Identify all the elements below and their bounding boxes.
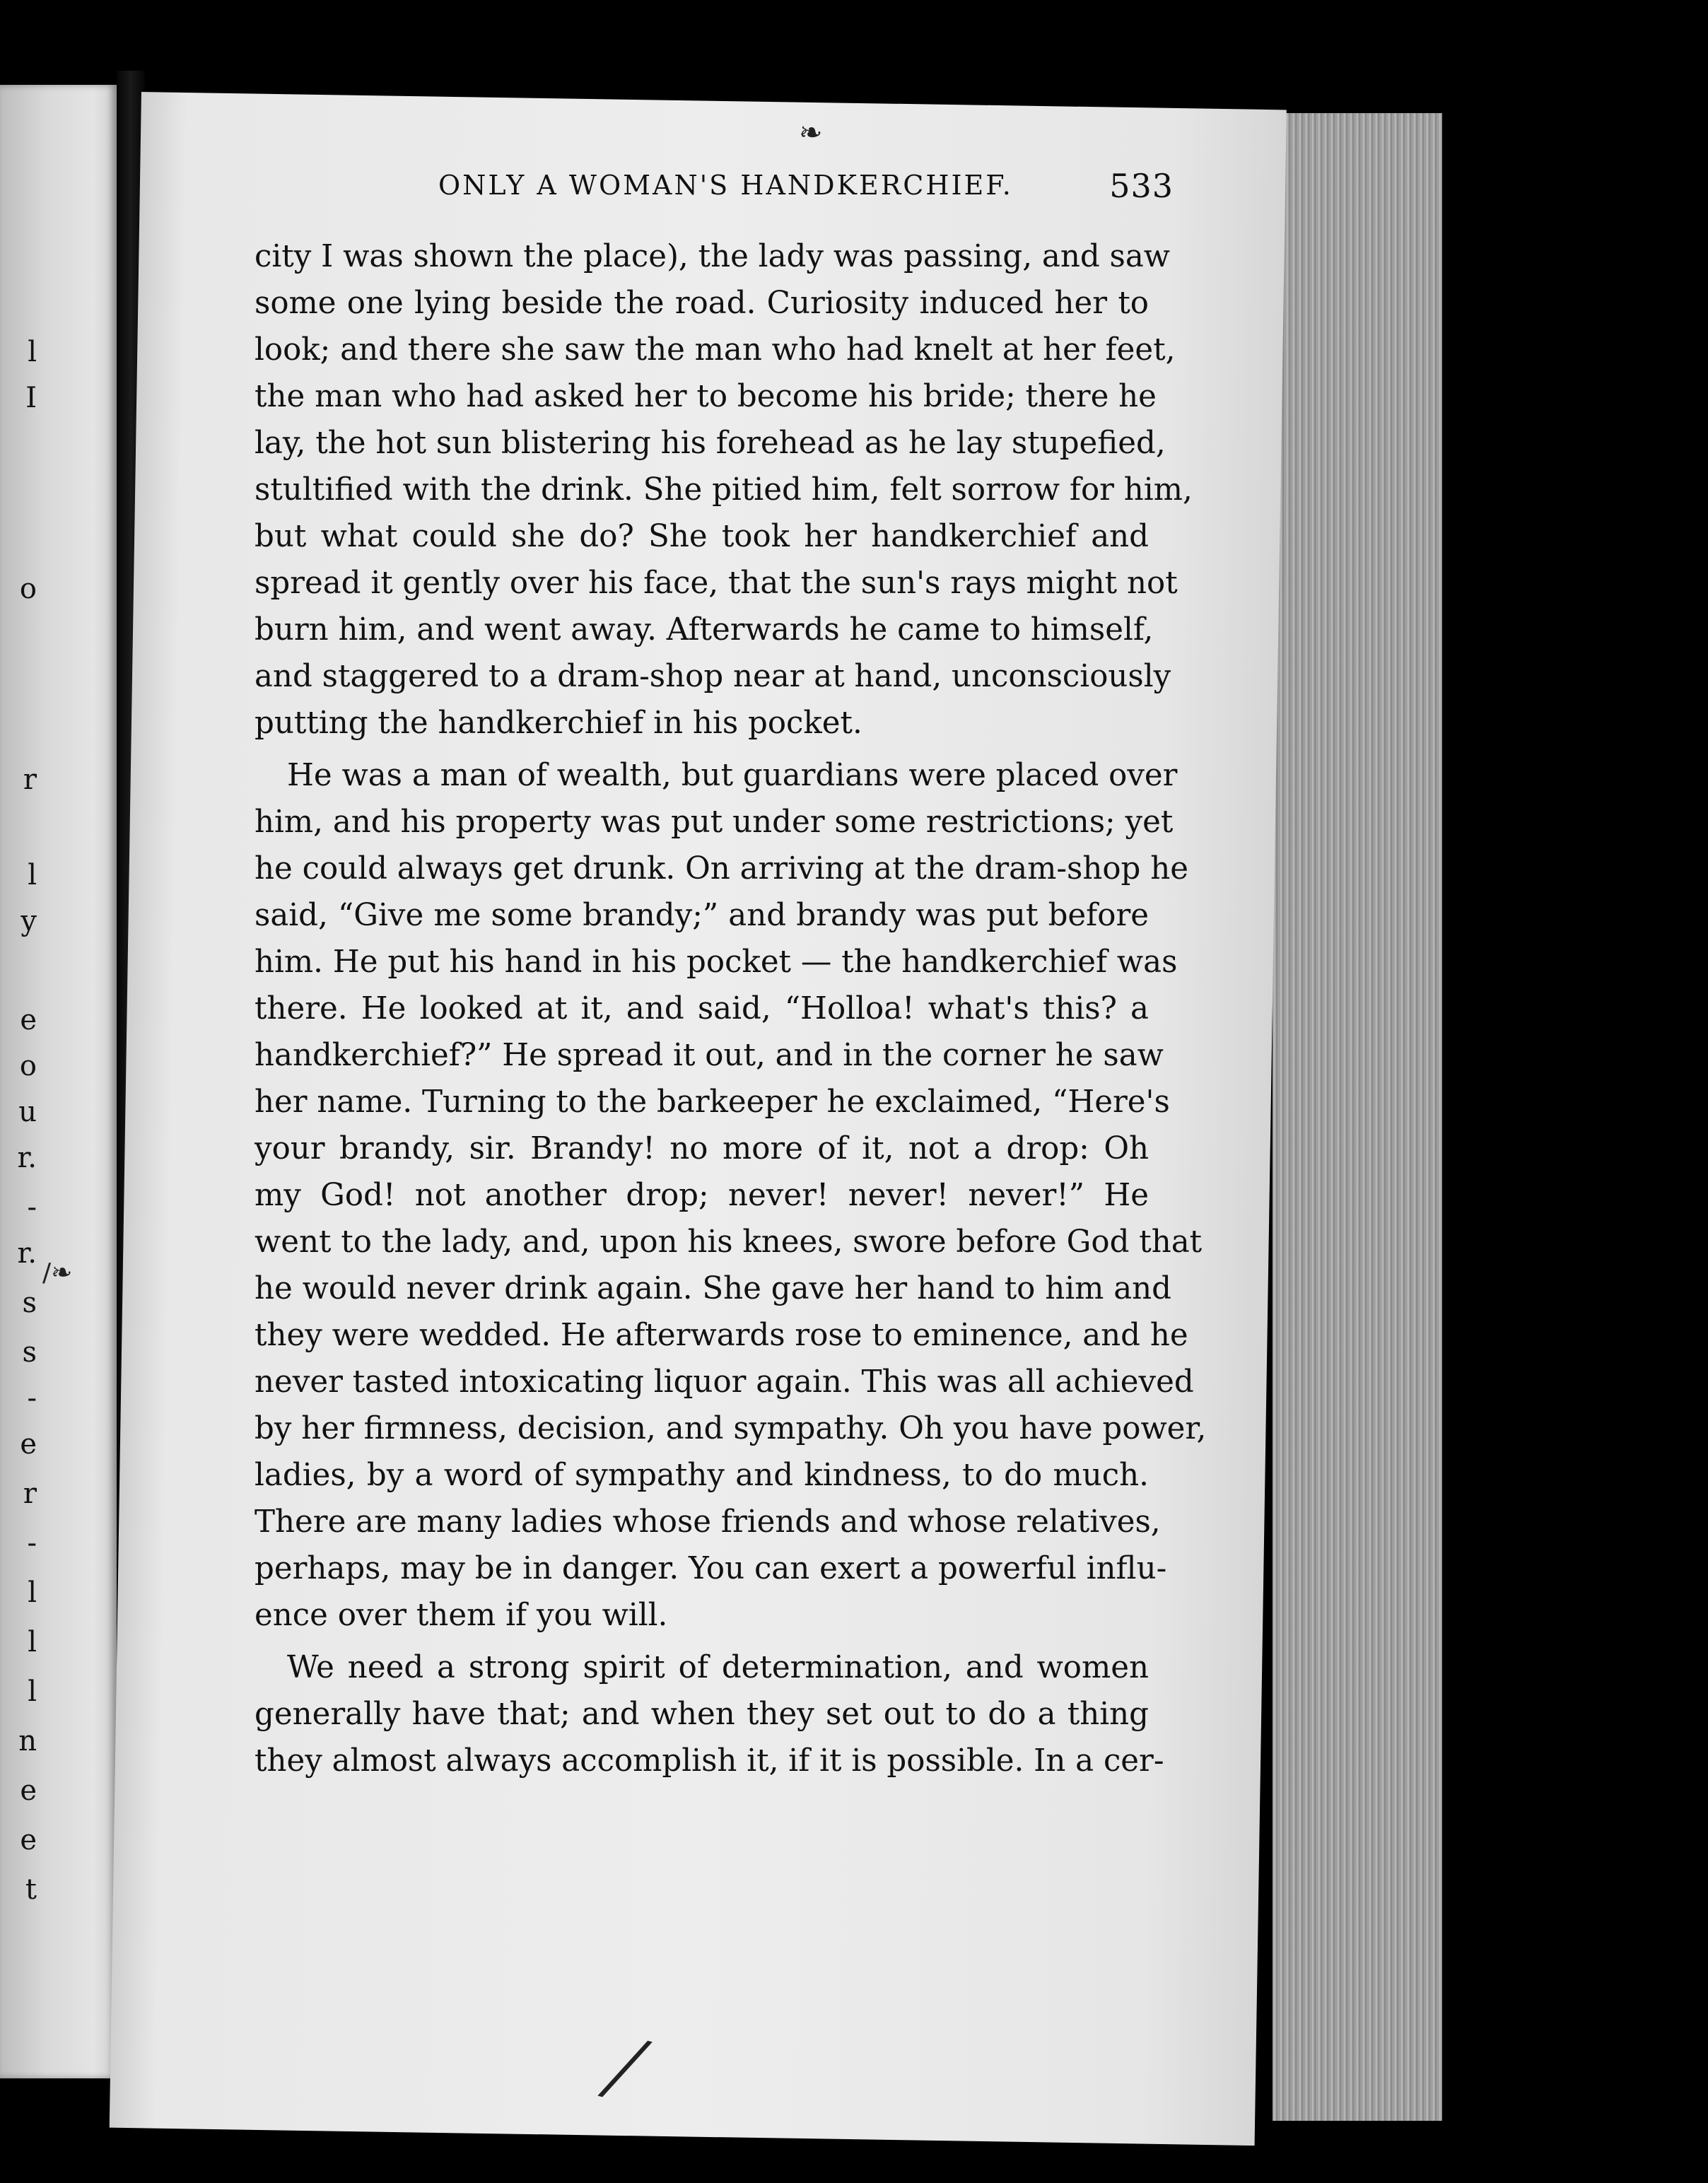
text-line: He was a man of wealth, but guardians were placed over (287, 758, 1178, 793)
fragment: l (28, 1576, 37, 1609)
fragment: t (25, 1873, 37, 1906)
fragment: l (28, 336, 37, 368)
scan-mark: ╱ (599, 2032, 650, 2105)
fragment: e (20, 1824, 37, 1856)
text-line: We need a strong spirit of determination, and women (287, 1650, 1149, 1685)
text-line: perhaps, may be in danger. You can exert a powerful influ- (255, 1551, 1167, 1586)
fragment: - (27, 1382, 37, 1415)
fragment: e (20, 1428, 37, 1461)
text-line: went to the lady, and, upon his knees, swore before God that (255, 1224, 1203, 1260)
text-line: city I was shown the place), the lady was passing, and saw (255, 239, 1171, 274)
text-line: by her firmness, decision, and sympathy. Oh you have power, (255, 1411, 1207, 1446)
fragment: r (23, 1477, 37, 1510)
text-line: said, “Give me some brandy;” and brandy was put before (255, 898, 1149, 933)
text-line: but what could she do? She took her handkerchief and (255, 519, 1149, 554)
running-head (297, 167, 1216, 205)
fragment: s (22, 1287, 37, 1319)
text-line: ladies, by a word of sympathy and kindness, to do much. (255, 1458, 1149, 1493)
text-line: some one lying beside the road. Curiosity induced her to (255, 286, 1149, 321)
fragment: r. (17, 1142, 37, 1174)
text-line: he could always get drunk. On arriving at the dram-shop he (255, 851, 1188, 886)
text-line: never tasted intoxicating liquor again. This was all achieved (255, 1364, 1194, 1400)
fragment: - (27, 1191, 37, 1224)
text-line: they almost always accomplish it, if it is possible. In a cer- (255, 1743, 1164, 1779)
text-line: your brandy, sir. Brandy! no more of it, not a drop: Oh (255, 1131, 1149, 1166)
text-line: him. He put his hand in his pocket — the handkerchief was (255, 944, 1178, 980)
text-line: stultified with the drink. She pitied him, felt sorrow for him, (255, 472, 1193, 508)
fragment: r. (17, 1237, 37, 1270)
text-line: burn him, and went away. Afterwards he came to himself, (255, 612, 1154, 648)
fragment: u (18, 1096, 37, 1128)
text-line: him, and his property was put under some restrictions; yet (255, 804, 1174, 840)
text-line: there. He looked at it, and said, “Holloa! what's this? a (255, 991, 1149, 1026)
page-stack-edge (1273, 113, 1442, 2121)
text-line: the man who had asked her to become his bride; there he (255, 379, 1157, 414)
text-line: my God! not another drop; never! never! never!” He (255, 1178, 1149, 1213)
text-line: spread it gently over his face, that the sun's rays might not (255, 566, 1178, 601)
paragraph (255, 233, 1193, 747)
text-line: they were wedded. He afterwards rose to eminence, and he (255, 1318, 1188, 1353)
text-line: generally have that; and when they set out to do a thing (255, 1697, 1149, 1732)
paragraph (255, 1644, 1164, 1784)
body-text (255, 233, 1207, 1784)
fragment: l (28, 1675, 37, 1708)
fragment: e (20, 1004, 37, 1036)
fragment: I (25, 382, 37, 414)
fragment: n (18, 1725, 37, 1757)
facing-page-edge (0, 85, 117, 2078)
page-number: 533 (1109, 167, 1174, 205)
text-line: ence over them if you will. (255, 1598, 668, 1633)
facing-page-fragments (0, 85, 42, 2078)
running-head-title: ONLY A WOMAN'S HANDKERCHIEF. (438, 170, 1013, 201)
text-line: he would never drink again. She gave her hand to him and (255, 1271, 1171, 1306)
text-line: and staggered to a dram-shop near at hand, unconsciously (255, 659, 1171, 694)
fragment: s (22, 1336, 37, 1369)
fragment: l (28, 859, 37, 891)
text-line: lay, the hot sun blistering his forehead as he lay stupefied, (255, 426, 1166, 461)
fragment: e (20, 1774, 37, 1807)
fragment: o (19, 573, 37, 605)
text-line: There are many ladies whose friends and whose relatives, (255, 1504, 1161, 1540)
scan-mark: ❧ (799, 117, 823, 149)
text-line: look; and there she saw the man who had knelt at her feet, (255, 332, 1176, 368)
text-line: putting the handkerchief in his pocket. (255, 706, 862, 741)
text-line: handkerchief?” He spread it out, and in the corner he saw (255, 1038, 1164, 1073)
fragment: - (27, 1527, 37, 1559)
text-line: her name. Turning to the barkeeper he exclaimed, “Here's (255, 1084, 1170, 1120)
fragment: r (23, 763, 37, 796)
paragraph (255, 752, 1207, 1639)
fragment: o (19, 1050, 37, 1082)
fragment: l (28, 1626, 37, 1658)
fragment: y (21, 905, 37, 937)
scan-mark: /❧ (42, 1258, 73, 1287)
